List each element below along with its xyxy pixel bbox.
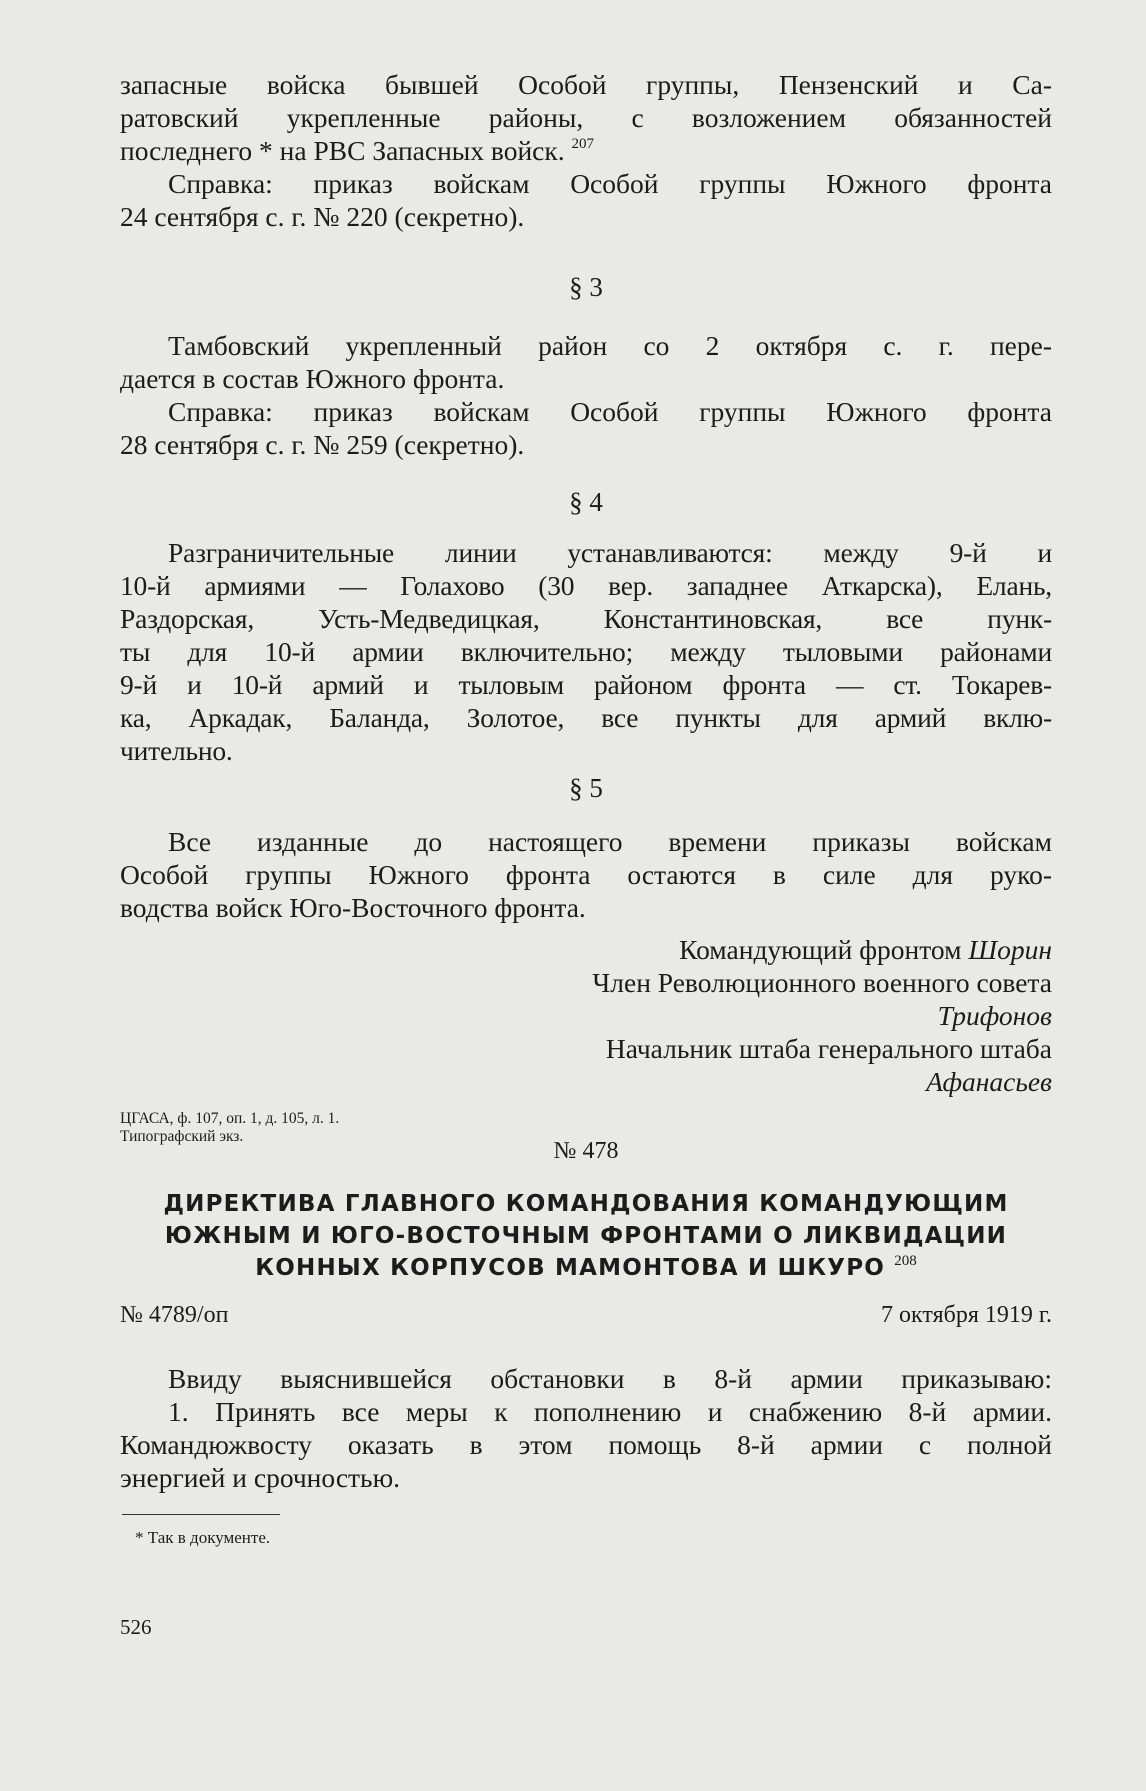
top-paragraph xyxy=(120,68,1052,167)
text-line: ты для 10-й армии включительно; между тыловыми районами xyxy=(120,636,1052,667)
text-line: 1. Принять все меры к пополнению и снабжению 8-й армии. xyxy=(168,1396,1052,1427)
section-mark: § 5 xyxy=(569,773,603,803)
text-line: запасные войска бывшей Особой группы, Пензенский и Са- xyxy=(120,69,1052,100)
section-5-paragraph xyxy=(120,825,1052,924)
signatory-title: Начальник штаба генерального штаба xyxy=(605,1033,1052,1064)
text-line: 24 сентября с. г. № 220 (секретно). xyxy=(120,201,525,232)
text-line: энергией и срочностью. xyxy=(120,1462,401,1493)
section-4-paragraph xyxy=(120,536,1052,767)
section-3-reference xyxy=(120,395,1052,461)
note-reference: 207 xyxy=(571,136,594,152)
section-mark: § 3 xyxy=(569,272,603,302)
text-line: 9-й и 10-й армий и тыловым районом фронта — ст. Токарев- xyxy=(120,669,1052,700)
footnote-rule xyxy=(122,1514,280,1515)
text-line-content: последнего * на РВС Запасных войск. xyxy=(120,135,565,166)
signature-block xyxy=(120,933,1052,1098)
archive-line: Типографский экз. xyxy=(120,1128,244,1145)
text-line: Командюжвосту оказать в этом помощь 8-й армии с полной xyxy=(120,1429,1052,1460)
signatory-title: Командующий фронтом xyxy=(679,934,962,965)
text-line: чительно. xyxy=(120,735,233,766)
signatory-title: Член Революционного военного совета xyxy=(592,967,1052,998)
text-line: Раздорская, Усть-Медведицкая, Константиновская, все пунк- xyxy=(120,603,1052,634)
text-line: дается в состав Южного фронта. xyxy=(120,363,505,394)
signatory-name: Шорин xyxy=(968,934,1052,965)
text-line: водства войск Юго-Восточного фронта. xyxy=(120,892,586,923)
heading-line-content: КОННЫХ КОРПУСОВ МАМОНТОВА И ШКУРО xyxy=(255,1255,886,1281)
order-dateline xyxy=(120,1300,1052,1330)
text-line xyxy=(120,134,1052,167)
text-line: Ввиду выяснившейся обстановки в 8-й армии приказываю: xyxy=(168,1363,1052,1394)
archive-line: ЦГАСА, ф. 107, оп. 1, д. 105, л. 1. xyxy=(120,1110,340,1127)
text-line: ратовский укрепленные районы, с возложением обязанностей xyxy=(120,102,1052,133)
directive-body xyxy=(120,1362,1052,1494)
note-reference: 208 xyxy=(894,1253,917,1269)
page-number: 526 xyxy=(120,1615,152,1639)
heading-line xyxy=(120,1252,1052,1284)
section-mark: § 4 xyxy=(569,487,603,517)
text-line: 28 сентября с. г. № 259 (секретно). xyxy=(120,429,525,460)
section-3-paragraph xyxy=(120,329,1052,395)
signatory-name: Афанасьев xyxy=(926,1066,1052,1097)
text-line: 10-й армиями — Голахово (30 вер. западнее Аткарска), Елань, xyxy=(120,570,1052,601)
signature-line xyxy=(120,933,1052,966)
signature-line xyxy=(120,1065,1052,1098)
order-number: № 4789/оп xyxy=(120,1302,229,1328)
signature-line xyxy=(120,999,1052,1032)
signatory-name: Трифонов xyxy=(937,1000,1052,1031)
text-line: Тамбовский укрепленный район со 2 октября с. г. пере- xyxy=(168,330,1052,361)
heading-line: ДИРЕКТИВА ГЛАВНОГО КОМАНДОВАНИЯ КОМАНДУЮЩИМ xyxy=(163,1191,1009,1217)
heading-line: ЮЖНЫМ И ЮГО-ВОСТОЧНЫМ ФРОНТАМИ О ЛИКВИДАЦИИ xyxy=(164,1223,1008,1249)
text-line: Все изданные до настоящего времени приказы войскам xyxy=(168,826,1052,857)
footnote: * Так в документе. xyxy=(135,1528,271,1547)
text-line: Особой группы Южного фронта остаются в силе для руко- xyxy=(120,859,1052,890)
text-line: Справка: приказ войскам Особой группы Южного фронта xyxy=(168,396,1052,427)
document-heading xyxy=(120,1188,1052,1284)
text-line: Разграничительные линии устанавливаются: между 9-й и xyxy=(168,537,1052,568)
reference-note xyxy=(120,167,1052,233)
order-date: 7 октября 1919 г. xyxy=(881,1302,1052,1328)
text-line: ка, Аркадак, Баланда, Золотое, все пункты для армий вклю- xyxy=(120,702,1052,733)
text-line: Справка: приказ войскам Особой группы Южного фронта xyxy=(168,168,1052,199)
document-number: № 478 xyxy=(553,1138,619,1164)
